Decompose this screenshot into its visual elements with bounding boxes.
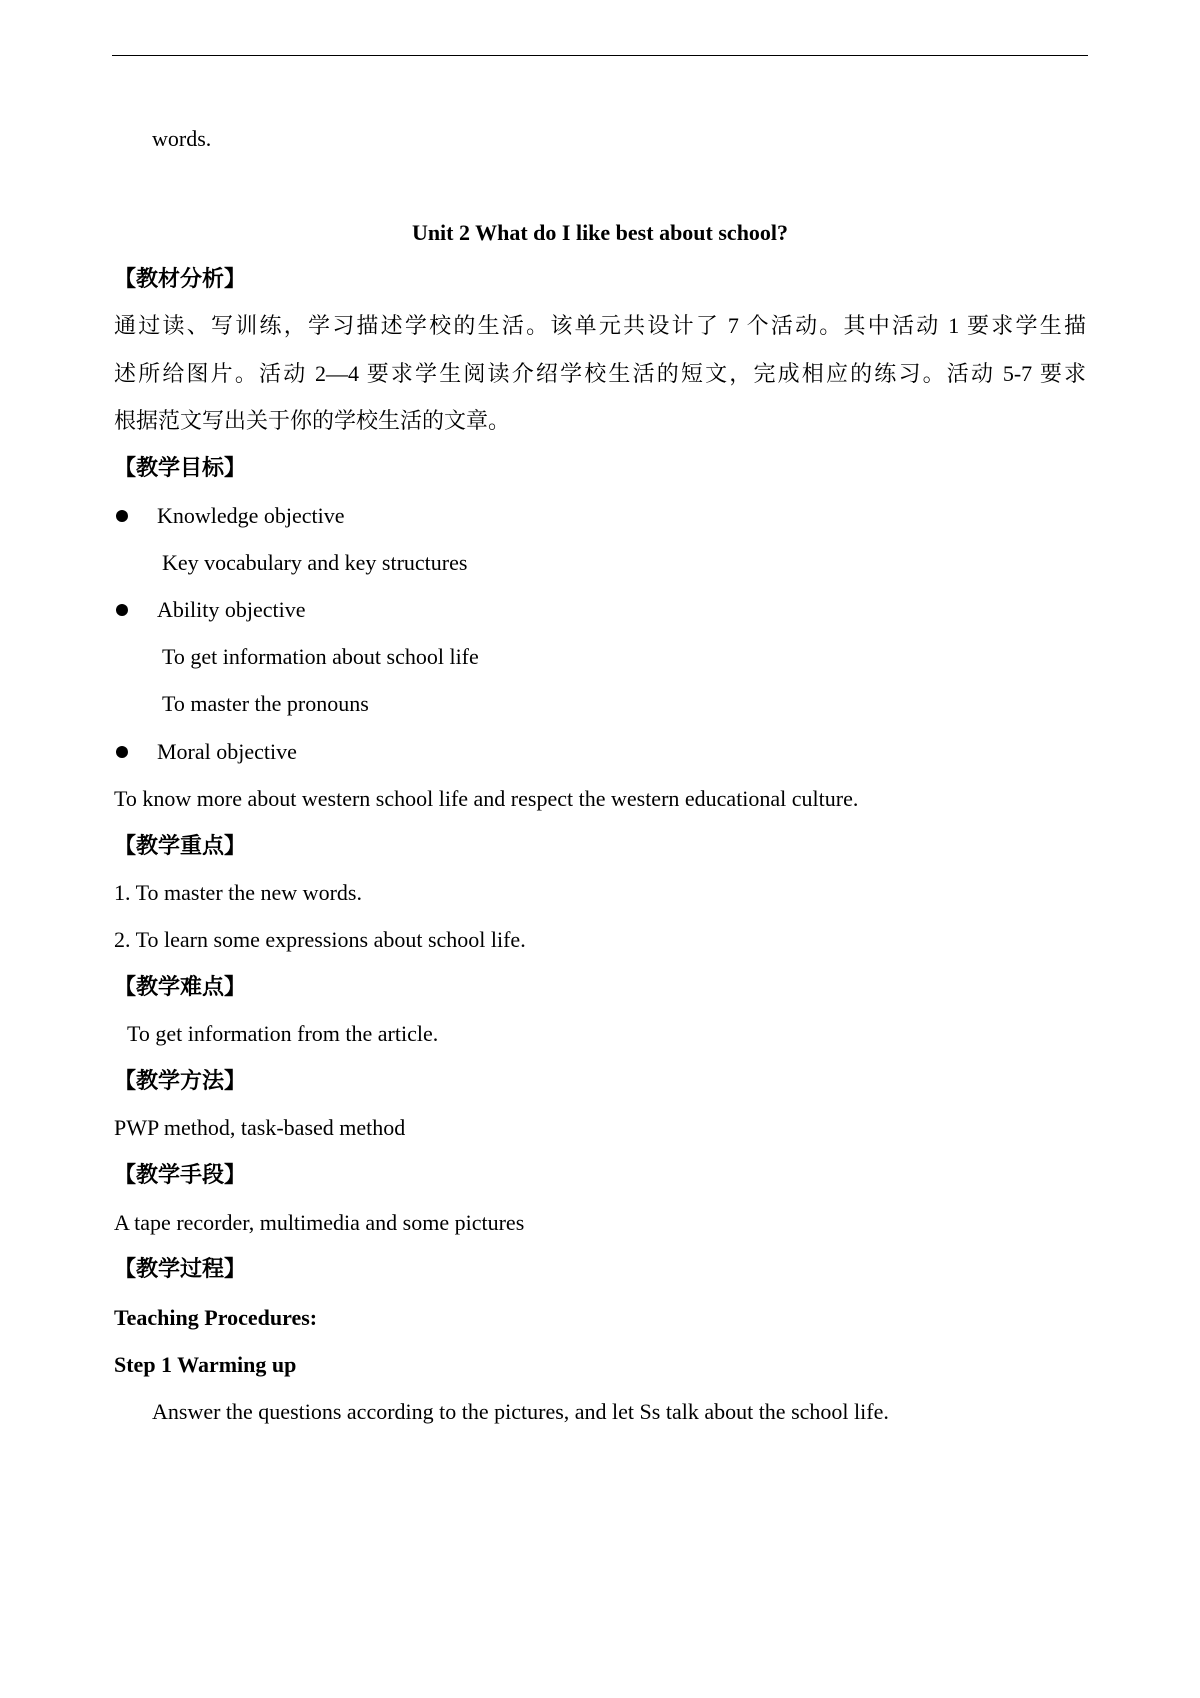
moral-objective-label: Moral objective — [157, 739, 297, 764]
knowledge-objective-label: Knowledge objective — [157, 503, 345, 528]
difficulties-heading: 【教学难点】 — [114, 974, 247, 999]
knowledge-objective-detail: Key vocabulary and key structures — [162, 550, 468, 575]
header-rule — [112, 55, 1088, 56]
bullet-icon — [116, 746, 128, 758]
ability-objective-detail-2: To master the pronouns — [162, 691, 369, 716]
moral-objective-detail: To know more about western school life and respect the western educational culture. — [114, 786, 859, 811]
textbook-analysis-line-2: 述所给图片。活动 2—4 要求学生阅读介绍学校生活的短文，完成相应的练习。活动 5-7 要求 — [114, 361, 1086, 386]
step-1-text: Answer the questions according to the pictures, and let Ss talk about the school life. — [152, 1399, 889, 1424]
ability-objective-label: Ability objective — [157, 597, 306, 622]
ability-objective-detail-1: To get information about school life — [162, 644, 479, 669]
step-1-title: Step 1 Warming up — [114, 1352, 297, 1377]
textbook-analysis-heading: 【教材分析】 — [114, 266, 247, 291]
textbook-analysis-line-1: 通过读、写训练，学习描述学校的生活。该单元共设计了 7 个活动。其中活动 1 要求学生描 — [114, 313, 1086, 338]
difficulties-text: To get information from the article. — [127, 1021, 439, 1046]
methods-heading: 【教学方法】 — [114, 1068, 247, 1093]
textbook-analysis-line-3: 根据范文写出关于你的学校生活的文章。 — [114, 408, 511, 433]
aids-heading: 【教学手段】 — [114, 1162, 247, 1187]
key-points-heading: 【教学重点】 — [114, 833, 247, 858]
process-heading: 【教学过程】 — [114, 1256, 247, 1281]
objectives-heading: 【教学目标】 — [114, 455, 247, 480]
bullet-icon — [116, 510, 128, 522]
unit-title: Unit 2 What do I like best about school? — [411, 220, 789, 245]
methods-text: PWP method, task-based method — [114, 1115, 406, 1140]
key-point-item-2: 2. To learn some expressions about school life. — [114, 927, 526, 952]
previous-page-continuation: words. — [152, 126, 212, 151]
bullet-icon — [116, 604, 128, 616]
key-point-item-1: 1. To master the new words. — [114, 880, 362, 905]
teaching-procedures-label: Teaching Procedures: — [114, 1305, 318, 1330]
aids-text: A tape recorder, multimedia and some pictures — [114, 1210, 525, 1235]
